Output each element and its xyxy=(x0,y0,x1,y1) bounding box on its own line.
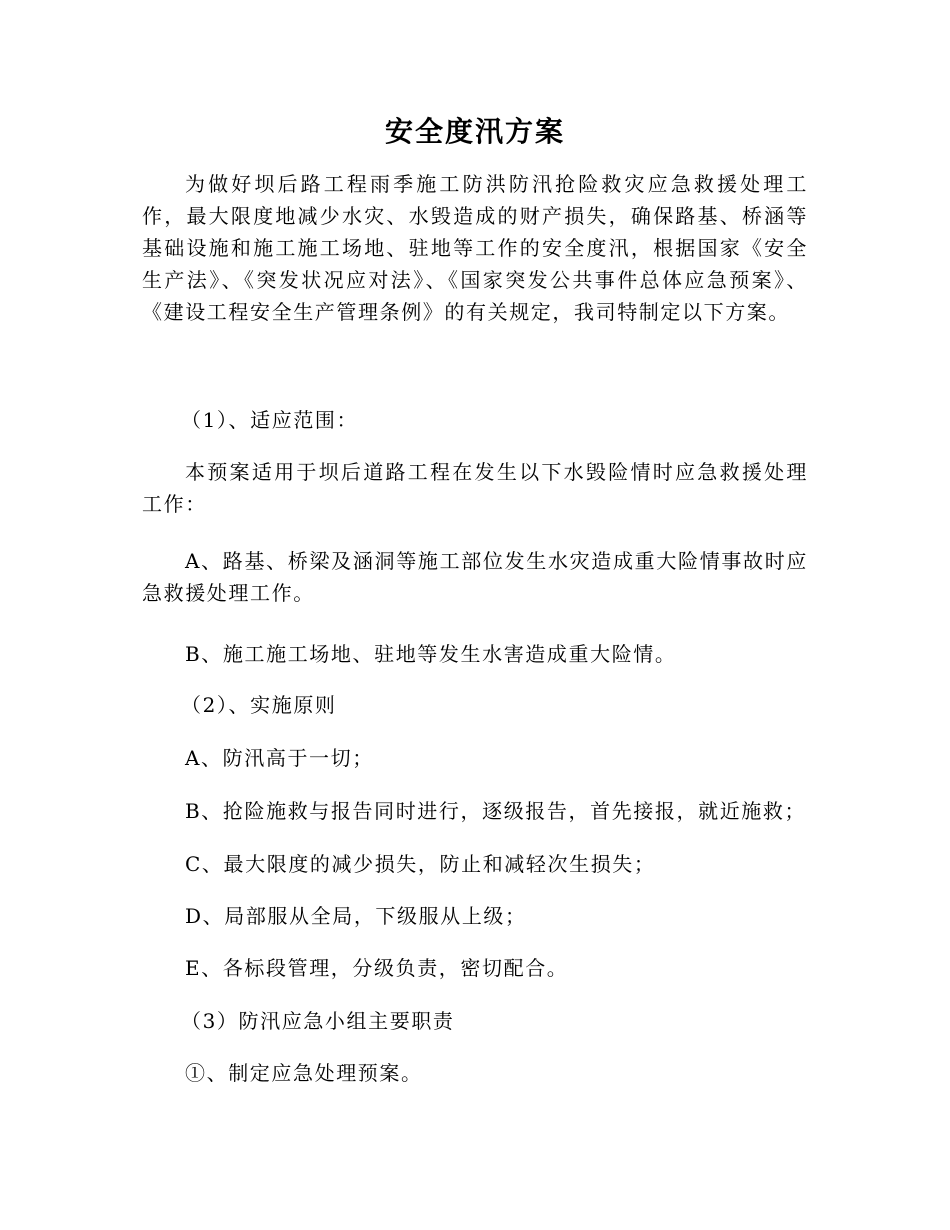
section-1-body: 本预案适用于坝后道路工程在发生以下水毁险情时应急救援处理工作： xyxy=(142,460,808,516)
duty-item: ①、制定应急处理预案。 xyxy=(185,1061,423,1085)
section-2-heading: （2）、实施原则 xyxy=(181,693,337,717)
principle-item: D、局部服从全局，下级服从上级； xyxy=(185,904,527,928)
principle-item: B、抢险施救与报告同时进行，逐级报告，首先接报，就近施救； xyxy=(185,799,807,823)
principle-item: E、各标段管理，分级负责，密切配合。 xyxy=(185,956,569,980)
principle-item: C、最大限度的减少损失，防止和减轻次生损失； xyxy=(185,852,656,876)
section-1-item-b: B、施工施工场地、驻地等发生水害造成重大险情。 xyxy=(185,642,677,666)
section-1-heading: （1）、适应范围： xyxy=(181,408,359,432)
document-title: 安全度汛方案 xyxy=(384,115,565,148)
section-1-item-a: A、路基、桥梁及涵洞等施工部位发生水灾造成重大险情事故时应急救援处理工作。 xyxy=(142,549,808,605)
principle-item: A、防汛高于一切； xyxy=(185,746,374,770)
section-3-heading: （3）防汛应急小组主要职责 xyxy=(181,1009,455,1033)
intro-paragraph: 为做好坝后路工程雨季施工防洪防汛抢险救灾应急救援处理工作，最大限度地减少水灾、水毁造成的财产损失，确保路基、桥涵等基础设施和施工施工场地、驻地等工作的安全度汛，根据国家《安全生产法》、《突发状况应对法》、《国家突发公共事件总体应急预案》、《建设工程安全生产管理条例》的有关规定，我司特制定以下方案。 xyxy=(142,172,808,324)
